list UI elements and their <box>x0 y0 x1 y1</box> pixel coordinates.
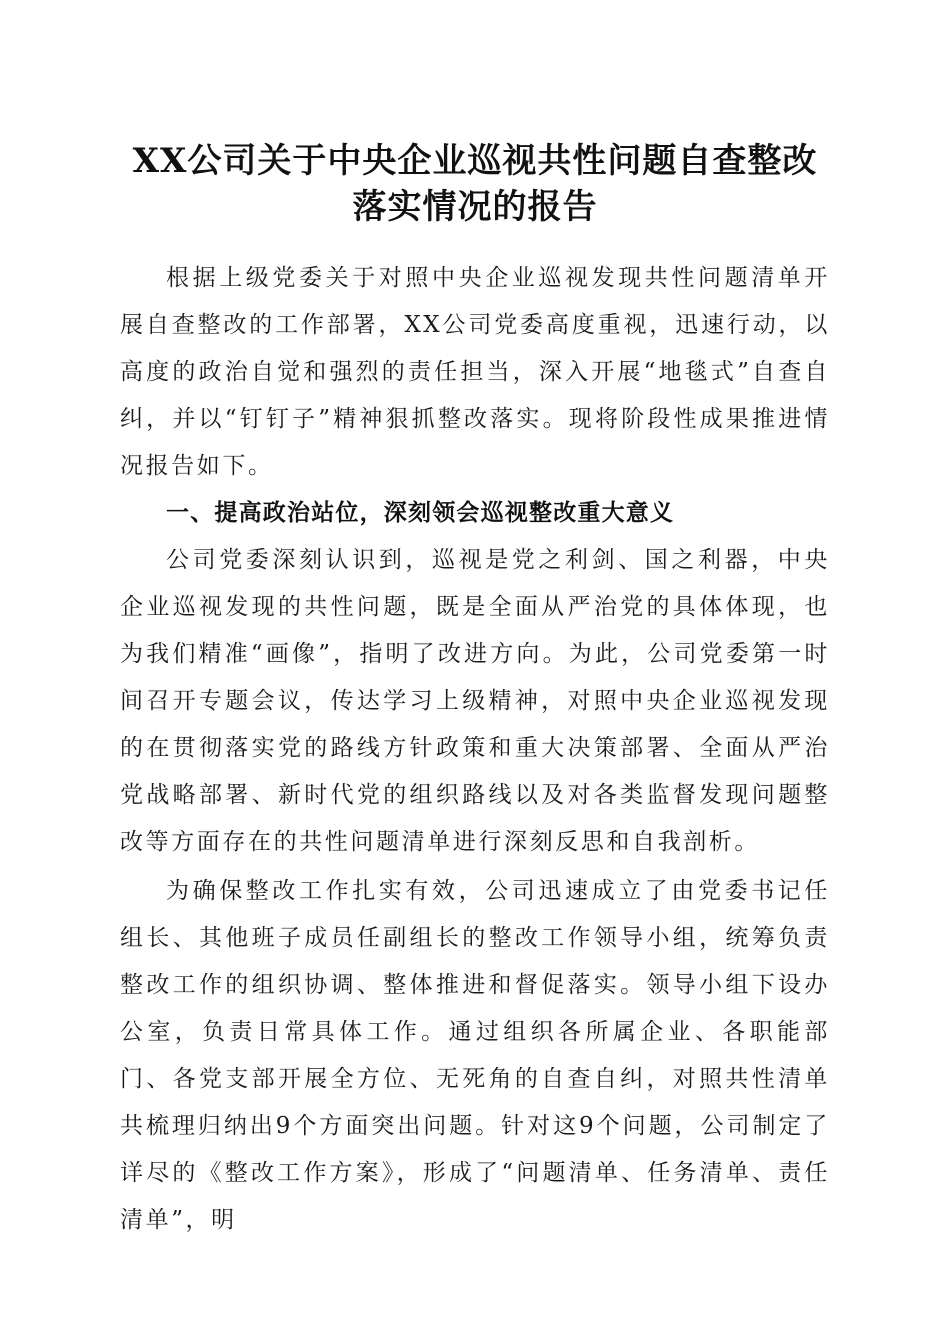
section-heading-1: 一、提高政治站位，深刻领会巡视整改重大意义 <box>166 500 675 526</box>
body-paragraph: 公司党委深刻认识到，巡视是党之利剑、国之利器，中央企业巡视发现的共性问题，既是全面从严治党的具体体现，也为我们精准“画像”，指明了改进方向。为此，公司党委第一时间召开专题会议，传达学习上级精神，对照中央企业巡视发现的在贯彻落实党的路线方针政策和重大决策部署、全面从严治党战略部署、新时代党的组织路线以及对各类监督发现问题整改等方面存在的共性问题清单进行深刻反思和自我剖析。 <box>120 547 830 855</box>
document-title <box>110 138 840 230</box>
title-line-1: XX公司关于中央企业巡视共性问题自查整改 <box>132 141 818 181</box>
body-paragraph: 为确保整改工作扎实有效，公司迅速成立了由党委书记任组长、其他班子成员任副组长的整改工作领导小组，统筹负责整改工作的组织协调、整体推进和督促落实。领导小组下设办公室，负责日常具体工作。通过组织各所属企业、各职能部门、各党支部开展全方位、无死角的自查自纠，对照共性清单共梳理归纳出9个方面突出问题。针对这9个问题，公司制定了详尽的《整改工作方案》，形成了“问题清单、任务清单、责任清单”，明 <box>120 878 830 1233</box>
intro-paragraph: 根据上级党委关于对照中央企业巡视发现共性问题清单开展自查整改的工作部署，XX公司党委高度重视，迅速行动，以高度的政治自觉和强烈的责任担当，深入开展“地毯式”自查自纠，并以“钉钉子”精神狠抓整改落实。现将阶段性成果推进情况报告如下。 <box>120 265 830 479</box>
document-body <box>120 255 830 1244</box>
title-line-2: 落实情况的报告 <box>352 187 598 227</box>
